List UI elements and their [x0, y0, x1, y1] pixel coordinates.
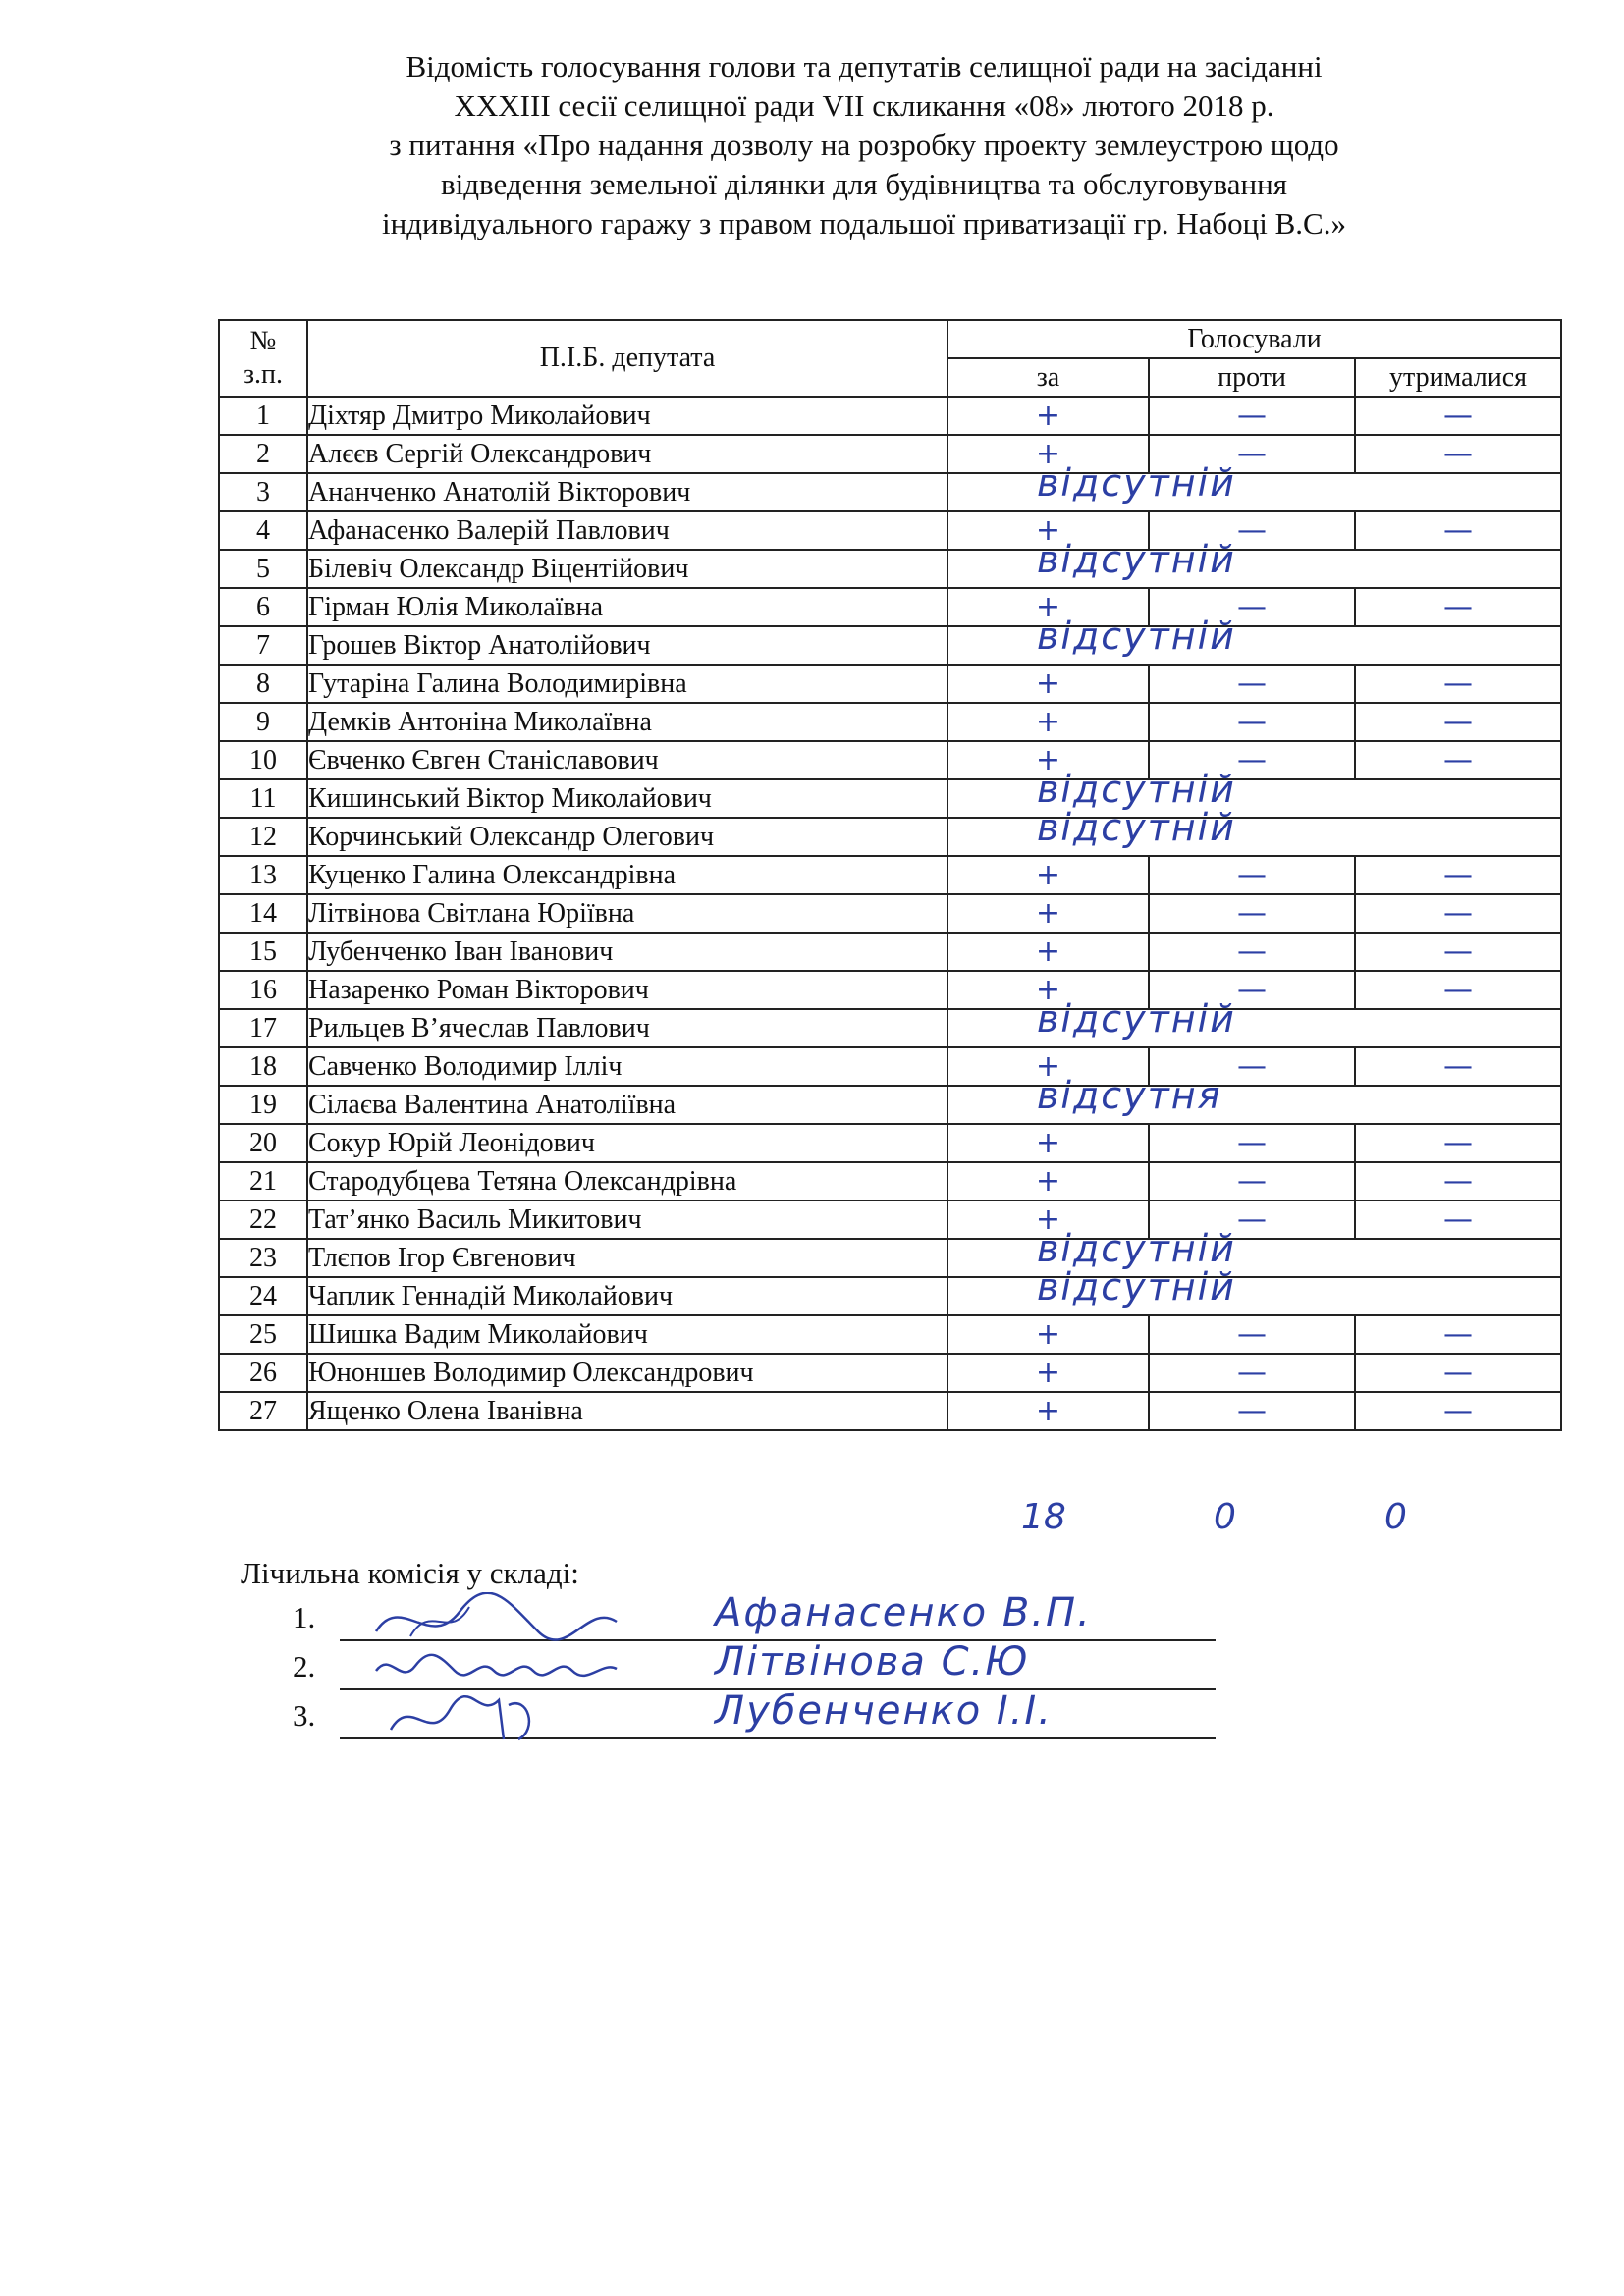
vote-for-mark: +	[947, 703, 1149, 741]
table-row	[219, 1392, 1561, 1430]
table-row	[219, 818, 1561, 856]
absent-cell	[947, 461, 1561, 511]
deputy-name: Тлєпов Ігор Євгенович	[307, 1239, 947, 1277]
vote-against-mark: —	[1149, 1201, 1355, 1239]
vote-for-mark: +	[947, 397, 1149, 435]
vote-abstained-mark: —	[1355, 856, 1561, 894]
vote-abstained-mark: —	[1355, 588, 1561, 626]
deputy-name: Назаренко Роман Вікторович	[307, 971, 947, 1009]
voting-table	[218, 319, 1562, 1431]
total-for: 18	[1021, 1497, 1066, 1537]
absent-note: відсутній	[1037, 997, 1236, 1041]
member-index: 2.	[293, 1649, 316, 1683]
vote-abstained-mark: —	[1355, 397, 1561, 435]
vote-for-mark: +	[947, 1315, 1149, 1354]
title-line: відведення земельної ділянки для будівництва та обслуговування	[441, 167, 1287, 201]
vote-against-mark: —	[1149, 703, 1355, 741]
vote-for-mark: +	[947, 1124, 1149, 1162]
absent-note: відсутній	[1037, 461, 1236, 505]
vote-against-mark: —	[1149, 971, 1355, 1009]
deputy-name: Савченко Володимир Ілліч	[307, 1047, 947, 1086]
vote-abstained-mark: —	[1355, 1162, 1561, 1201]
table-row	[219, 588, 1561, 626]
row-number: 3	[219, 473, 307, 511]
vote-for-mark: +	[947, 971, 1149, 1009]
deputy-name: Білевіч Олександр Віцентійович	[307, 550, 947, 588]
row-number: 11	[219, 779, 307, 818]
row-number: 16	[219, 971, 307, 1009]
title-line: з питання «Про надання дозволу на розробку проекту землеустрою щодо	[389, 128, 1339, 162]
row-number: 7	[219, 626, 307, 665]
table-row	[219, 779, 1561, 818]
vote-for-mark: +	[947, 894, 1149, 933]
deputy-name: Євченко Євген Станіславович	[307, 741, 947, 779]
vote-abstained-mark: —	[1355, 703, 1561, 741]
vote-against-mark: —	[1149, 588, 1355, 626]
row-number: 15	[219, 933, 307, 971]
vote-for-mark: +	[947, 1162, 1149, 1201]
vote-abstained-mark: —	[1355, 511, 1561, 550]
deputy-name: Грошев Віктор Анатолійович	[307, 626, 947, 665]
deputy-name: Сокур Юрій Леонідович	[307, 1124, 947, 1162]
vote-abstained-mark: —	[1355, 741, 1561, 779]
commission-member	[293, 1688, 1216, 1745]
table-row	[219, 1201, 1561, 1239]
table-row	[219, 1239, 1561, 1277]
deputy-name: Сілаєва Валентина Анатоліївна	[307, 1086, 947, 1124]
vote-for-mark: +	[947, 511, 1149, 550]
vote-against-mark: —	[1149, 933, 1355, 971]
vote-against-mark: —	[1149, 1354, 1355, 1392]
table-row	[219, 1047, 1561, 1086]
table-row	[219, 397, 1561, 435]
absent-note: відсутній	[1037, 538, 1236, 581]
deputy-name: Кишинський Віктор Миколайович	[307, 779, 947, 818]
vote-against-mark: —	[1149, 397, 1355, 435]
row-number: 14	[219, 894, 307, 933]
table-row	[219, 626, 1561, 665]
vote-abstained-mark: —	[1355, 971, 1561, 1009]
vote-abstained-mark: —	[1355, 1047, 1561, 1086]
row-number: 18	[219, 1047, 307, 1086]
row-number: 2	[219, 435, 307, 473]
deputy-name: Стародубцева Тетяна Олександрівна	[307, 1162, 947, 1201]
table-row	[219, 971, 1561, 1009]
row-number: 13	[219, 856, 307, 894]
header-name: П.І.Б. депутата	[307, 320, 947, 397]
row-number: 4	[219, 511, 307, 550]
deputy-name: Афанасенко Валерій Павлович	[307, 511, 947, 550]
deputy-name: Рильцев В’ячеслав Павлович	[307, 1009, 947, 1047]
row-number: 17	[219, 1009, 307, 1047]
vote-for-mark: +	[947, 665, 1149, 703]
table-row	[219, 1086, 1561, 1124]
deputy-name: Демків Антоніна Миколаївна	[307, 703, 947, 741]
total-against: 0	[1214, 1497, 1236, 1537]
commission-label: Лічильна комісія у складі:	[241, 1556, 579, 1590]
deputy-name: Ященко Олена Іванівна	[307, 1392, 947, 1430]
deputy-name: Ананченко Анатолій Вікторович	[307, 473, 947, 511]
header-number-abbr: з.п.	[243, 359, 284, 390]
absent-cell	[947, 538, 1561, 588]
row-number: 24	[219, 1277, 307, 1315]
deputy-name: Корчинський Олександр Олегович	[307, 818, 947, 856]
table-row	[219, 856, 1561, 894]
vote-abstained-mark: —	[1355, 1392, 1561, 1430]
deputy-name: Юноншев Володимир Олександрович	[307, 1354, 947, 1392]
document-title	[236, 47, 1492, 243]
title-line: індивідуального гаражу з правом подальшої приватизації гр. Набоці В.С.»	[382, 206, 1346, 240]
header-abstained: утрималися	[1355, 358, 1561, 397]
total-abstained: 0	[1384, 1497, 1407, 1537]
vote-abstained-mark: —	[1355, 1201, 1561, 1239]
vote-against-mark: —	[1149, 1315, 1355, 1354]
table-row	[219, 933, 1561, 971]
table-row	[219, 894, 1561, 933]
deputy-name: Літвінова Світлана Юріївна	[307, 894, 947, 933]
vote-against-mark: —	[1149, 665, 1355, 703]
row-number: 6	[219, 588, 307, 626]
vote-for-mark: +	[947, 741, 1149, 779]
row-number: 27	[219, 1392, 307, 1430]
row-number: 19	[219, 1086, 307, 1124]
vote-abstained-mark: —	[1355, 665, 1561, 703]
deputy-name: Гутаріна Галина Володимирівна	[307, 665, 947, 703]
absent-note: відсутній	[1037, 614, 1236, 658]
absent-cell	[947, 997, 1561, 1047]
deputy-name: Тат’янко Василь Микитович	[307, 1201, 947, 1239]
vote-for-mark: +	[947, 1201, 1149, 1239]
vote-abstained-mark: —	[1355, 1354, 1561, 1392]
absent-cell	[947, 614, 1561, 665]
deputy-name: Чаплик Геннадій Миколайович	[307, 1277, 947, 1315]
table-row	[219, 1315, 1561, 1354]
vote-against-mark: —	[1149, 1162, 1355, 1201]
vote-against-mark: —	[1149, 1124, 1355, 1162]
table-row	[219, 550, 1561, 588]
row-number: 10	[219, 741, 307, 779]
header-against: проти	[1149, 358, 1355, 397]
header-number-sign: №	[249, 326, 277, 356]
vote-against-mark: —	[1149, 1047, 1355, 1086]
table-row	[219, 1162, 1561, 1201]
table-row	[219, 473, 1561, 511]
table-row	[219, 511, 1561, 550]
absent-note: відсутній	[1037, 806, 1236, 849]
header-for: за	[947, 358, 1149, 397]
absent-cell	[947, 1265, 1561, 1315]
table-row	[219, 703, 1561, 741]
table-row	[219, 1354, 1561, 1392]
vote-against-mark: —	[1149, 741, 1355, 779]
deputy-name: Алєєв Сергій Олександрович	[307, 435, 947, 473]
vote-against-mark: —	[1149, 1392, 1355, 1430]
absent-note: відсутній	[1037, 1265, 1236, 1308]
row-number: 8	[219, 665, 307, 703]
vote-against-mark: —	[1149, 856, 1355, 894]
vote-for-mark: +	[947, 588, 1149, 626]
vote-for-mark: +	[947, 1047, 1149, 1086]
deputy-name: Шишка Вадим Миколайович	[307, 1315, 947, 1354]
vote-for-mark: +	[947, 933, 1149, 971]
row-number: 5	[219, 550, 307, 588]
row-number: 12	[219, 818, 307, 856]
absent-note: відсутній	[1037, 768, 1236, 811]
vote-against-mark: —	[1149, 435, 1355, 473]
signature-mark	[371, 1690, 626, 1749]
row-number: 23	[219, 1239, 307, 1277]
row-number: 9	[219, 703, 307, 741]
vote-for-mark: +	[947, 1354, 1149, 1392]
table-row	[219, 435, 1561, 473]
title-line: Відомість голосування голови та депутатів селищної ради на засіданні	[406, 49, 1323, 83]
deputy-name: Гірман Юлія Миколаївна	[307, 588, 947, 626]
voting-table-body	[219, 397, 1561, 1430]
table-row	[219, 1124, 1561, 1162]
vote-against-mark: —	[1149, 894, 1355, 933]
member-index: 3.	[293, 1698, 316, 1733]
table-row	[219, 741, 1561, 779]
vote-for-mark: +	[947, 435, 1149, 473]
header-voted: Голосували	[947, 320, 1561, 358]
row-number: 1	[219, 397, 307, 435]
table-row	[219, 1277, 1561, 1315]
deputy-name: Лубенченко Іван Іванович	[307, 933, 947, 971]
member-index: 1.	[293, 1600, 316, 1634]
member-name: Афанасенко В.П.	[715, 1590, 1092, 1635]
vote-against-mark: —	[1149, 511, 1355, 550]
vote-totals	[0, 1497, 1624, 1536]
member-name: Лубенченко І.І.	[715, 1688, 1053, 1734]
row-number: 26	[219, 1354, 307, 1392]
vote-abstained-mark: —	[1355, 1315, 1561, 1354]
member-name: Літвінова С.Ю	[715, 1639, 1030, 1684]
absent-cell	[947, 806, 1561, 856]
header-number	[219, 320, 307, 397]
row-number: 22	[219, 1201, 307, 1239]
deputy-name: Куценко Галина Олександрівна	[307, 856, 947, 894]
absent-note: відсутній	[1037, 1227, 1236, 1270]
absent-cell	[947, 1074, 1561, 1124]
row-number: 25	[219, 1315, 307, 1354]
vote-abstained-mark: —	[1355, 894, 1561, 933]
title-line: XXXIII сесії селищної ради VII скликання «08» лютого 2018 р.	[454, 88, 1274, 123]
table-row	[219, 1009, 1561, 1047]
vote-for-mark: +	[947, 856, 1149, 894]
deputy-name: Діхтяр Дмитро Миколайович	[307, 397, 947, 435]
table-row	[219, 665, 1561, 703]
absent-note: відсутня	[1037, 1074, 1222, 1117]
vote-abstained-mark: —	[1355, 1124, 1561, 1162]
vote-abstained-mark: —	[1355, 933, 1561, 971]
vote-for-mark: +	[947, 1392, 1149, 1430]
row-number: 21	[219, 1162, 307, 1201]
vote-abstained-mark: —	[1355, 435, 1561, 473]
row-number: 20	[219, 1124, 307, 1162]
